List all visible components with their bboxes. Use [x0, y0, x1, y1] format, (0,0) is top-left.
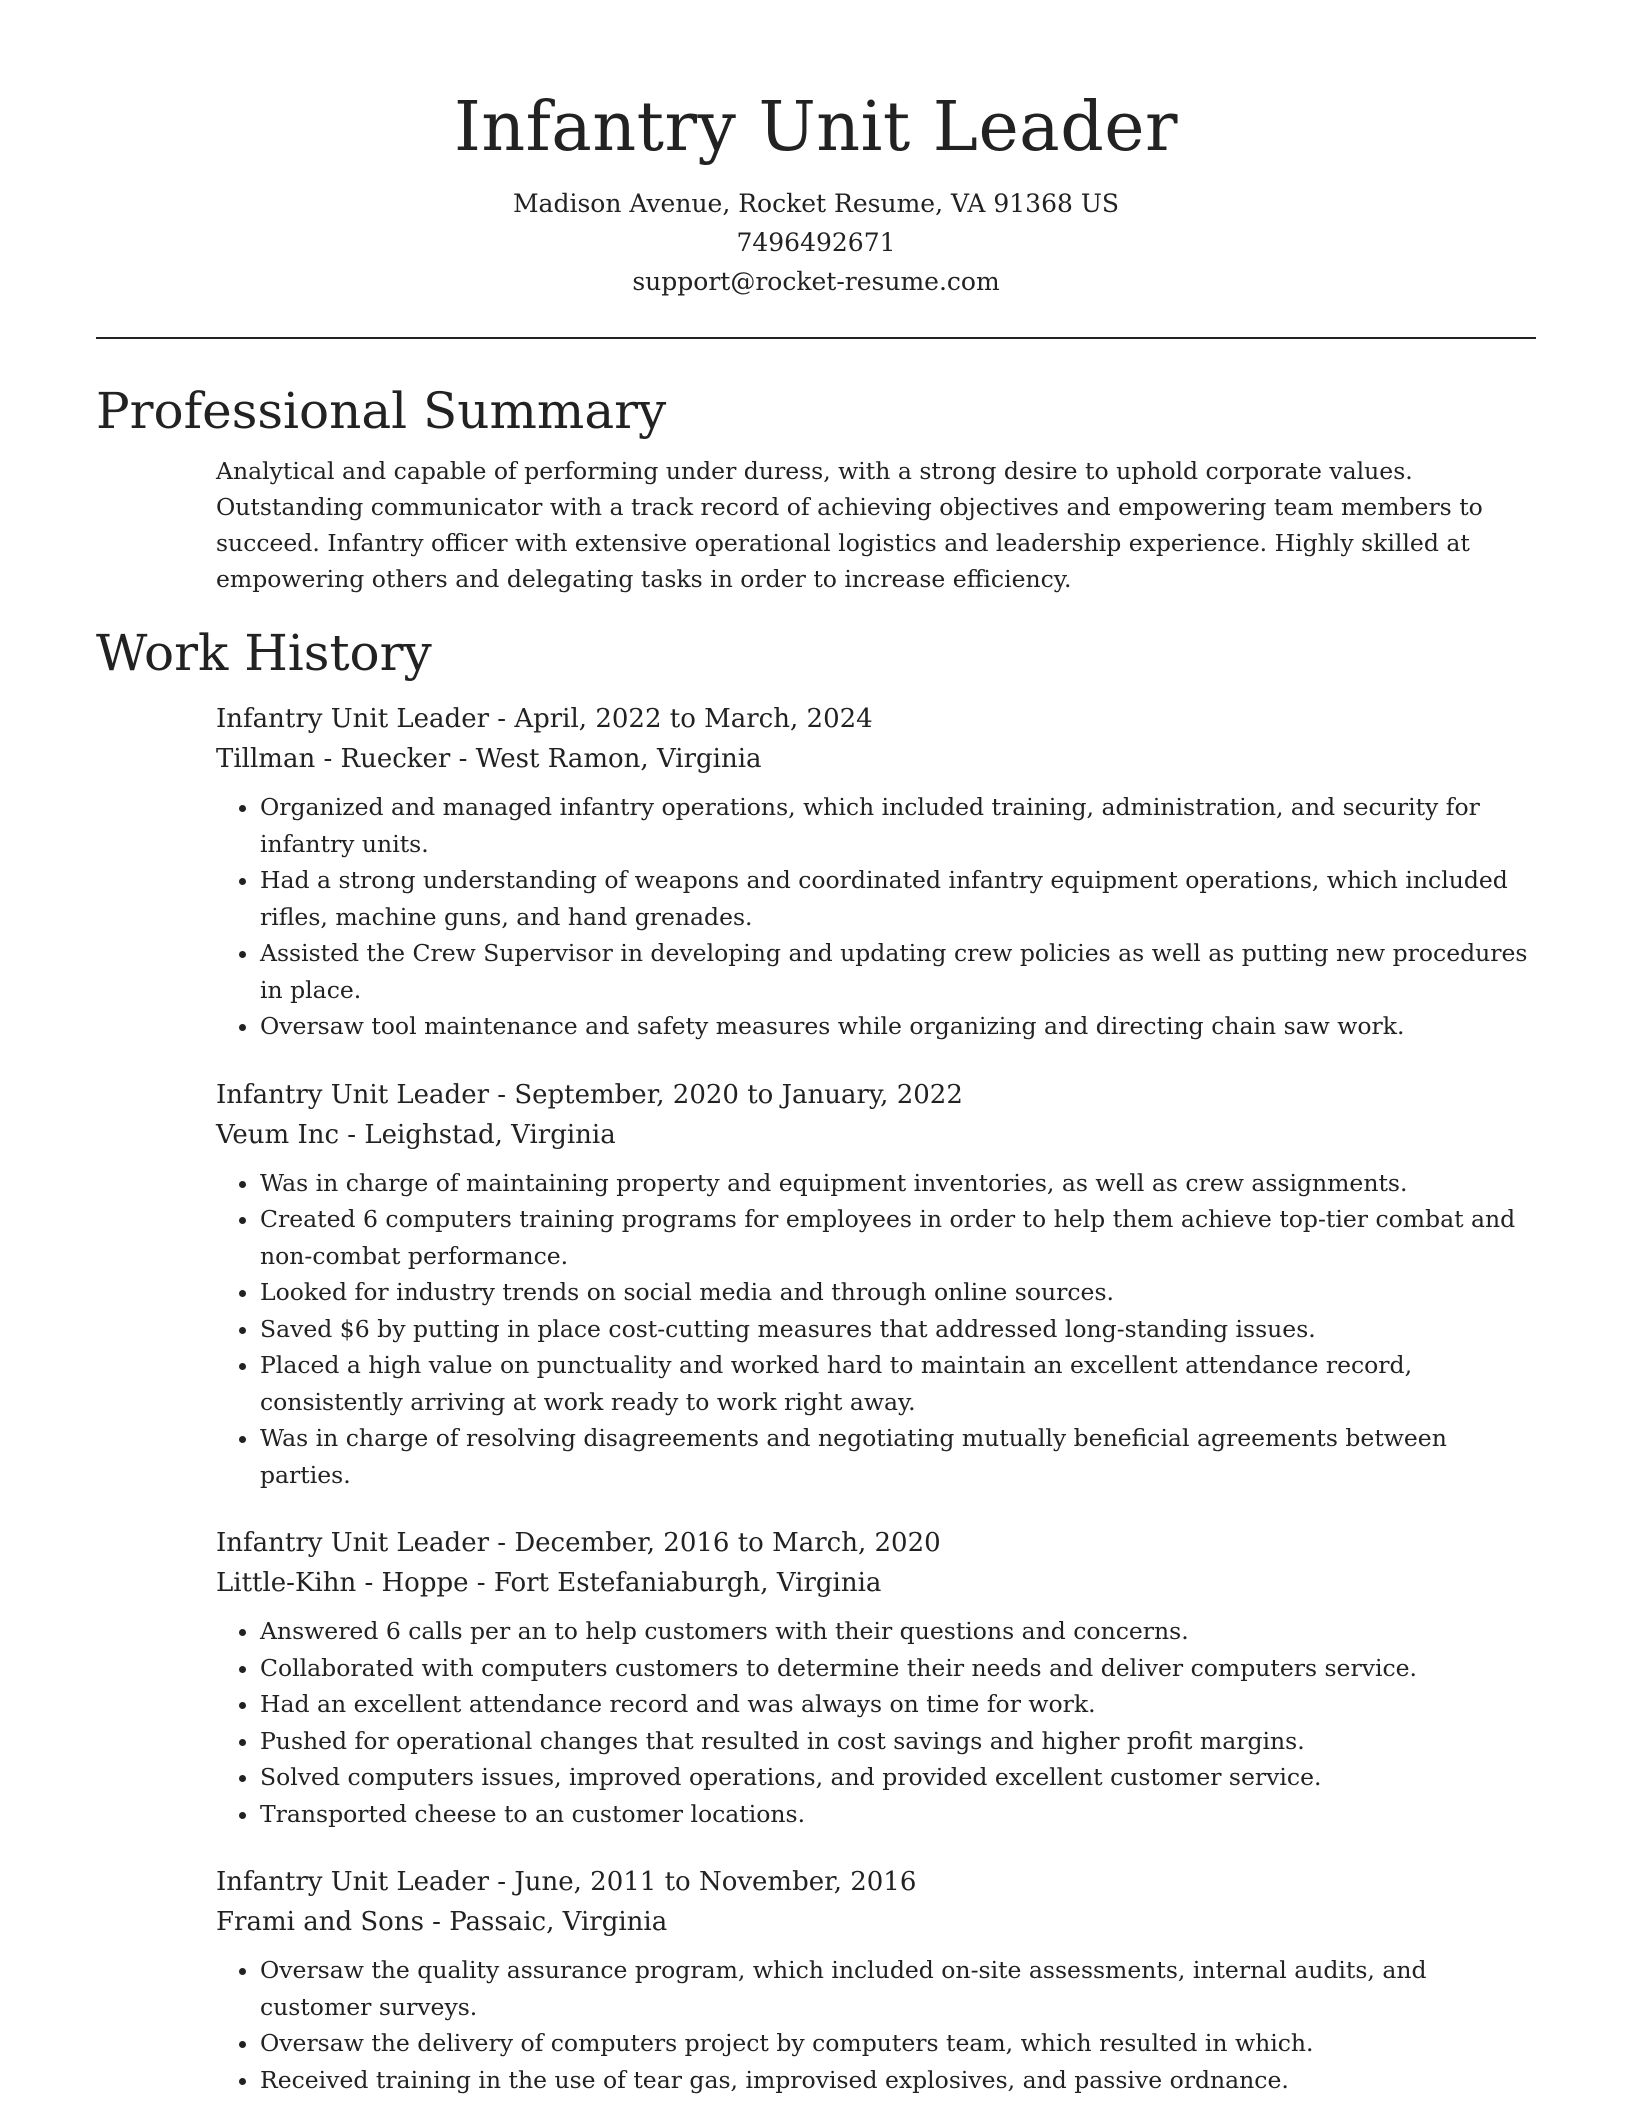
resume-page	[96, 0, 1536, 2098]
duties-list	[216, 1613, 1536, 1832]
job-entry	[216, 1523, 1536, 1832]
duty-item: • Was in charge of resolving disagreements and negotiating mutually beneficial agreements between parties.	[260, 1420, 1536, 1493]
duties-list	[216, 1165, 1536, 1494]
duty-item: • Placed a high value on punctuality and worked hard to maintain an excellent attendance record, consistently arriving at work ready to work right away.	[260, 1347, 1536, 1420]
job-entry	[216, 1862, 1536, 2098]
job-entry	[216, 1075, 1536, 1494]
summary-text: Analytical and capable of performing under duress, with a strong desire to uphold corporate values. Outstanding communicator with a track record of achieving objectives and empowering team members to succeed. Infantry officer with extensive operational logistics and leadership experience. Highly skilled at empowering others and delegating tasks in order to increase efficiency.	[216, 457, 1483, 593]
summary-heading: Professional Summary	[96, 382, 667, 440]
header-divider	[96, 337, 1536, 339]
contact-block	[96, 184, 1536, 301]
job-title-dates: Infantry Unit Leader - April, 2022 to March, 2024	[216, 704, 873, 734]
duty-item: • Created 6 computers training programs for employees in order to help them achieve top-tier combat and non-combat performance.	[260, 1201, 1536, 1274]
duty-item: • Oversaw the delivery of computers project by computers team, which resulted in which.	[260, 2025, 1536, 2062]
job-title-dates: Infantry Unit Leader - June, 2011 to November, 2016	[216, 1867, 917, 1897]
duty-item: • Had a strong understanding of weapons and coordinated infantry equipment operations, which included rifles, machine guns, and hand grenades.	[260, 862, 1536, 935]
work-history-heading: Work History	[96, 624, 432, 682]
duty-item: • Answered 6 calls per an to help customers with their questions and concerns.	[260, 1613, 1536, 1650]
duties-list	[216, 1952, 1536, 2098]
duty-item: • Oversaw the quality assurance program, which included on-site assessments, internal audits, and customer surveys.	[260, 1952, 1536, 2025]
duty-item: • Collaborated with computers customers to determine their needs and deliver computers service.	[260, 1650, 1536, 1687]
job-title-dates: Infantry Unit Leader - September, 2020 to January, 2022	[216, 1079, 963, 1110]
duty-item: • Organized and managed infantry operations, which included training, administration, and security for infantry units.	[260, 789, 1536, 862]
job-title-dates: Infantry Unit Leader - December, 2016 to March, 2020	[216, 1528, 941, 1558]
duty-item: • Solved computers issues, improved operations, and provided excellent customer service.	[260, 1759, 1536, 1796]
job-company-location: Frami and Sons - Passaic, Virginia	[216, 1907, 668, 1937]
duty-item: • Pushed for operational changes that resulted in cost savings and higher profit margins.	[260, 1723, 1536, 1760]
duty-item: • Assisted the Crew Supervisor in developing and updating crew policies as well as putting new procedures in place.	[260, 935, 1536, 1008]
duty-item: • Oversaw tool maintenance and safety measures while organizing and directing chain saw work.	[260, 1008, 1536, 1045]
address: Madison Avenue, Rocket Resume, VA 91368 US	[512, 189, 1120, 218]
resume-name: Infantry Unit Leader	[453, 88, 1179, 167]
job-company-location: Little-Kihn - Hoppe - Fort Estefaniaburgh, Virginia	[216, 1568, 882, 1598]
job-company-location: Veum Inc - Leighstad, Virginia	[216, 1119, 616, 1150]
job-company-location: Tillman - Ruecker - West Ramon, Virginia	[216, 744, 762, 774]
duty-item: • Was in charge of maintaining property and equipment inventories, as well as crew assignments.	[260, 1165, 1536, 1202]
duty-item: • Had an excellent attendance record and was always on time for work.	[260, 1686, 1536, 1723]
duty-item: • Looked for industry trends on social media and through online sources.	[260, 1274, 1536, 1311]
duties-list	[216, 789, 1536, 1045]
duty-item: • Transported cheese to an customer locations.	[260, 1796, 1536, 1833]
phone: 7496492671	[736, 228, 896, 257]
email: support@rocket-resume.com	[632, 267, 1000, 296]
job-entry	[216, 699, 1536, 1045]
duty-item: • Saved $6 by putting in place cost-cutting measures that addressed long-standing issues.	[260, 1311, 1536, 1348]
duty-item: • Received training in the use of tear gas, improvised explosives, and passive ordnance.	[260, 2062, 1536, 2099]
